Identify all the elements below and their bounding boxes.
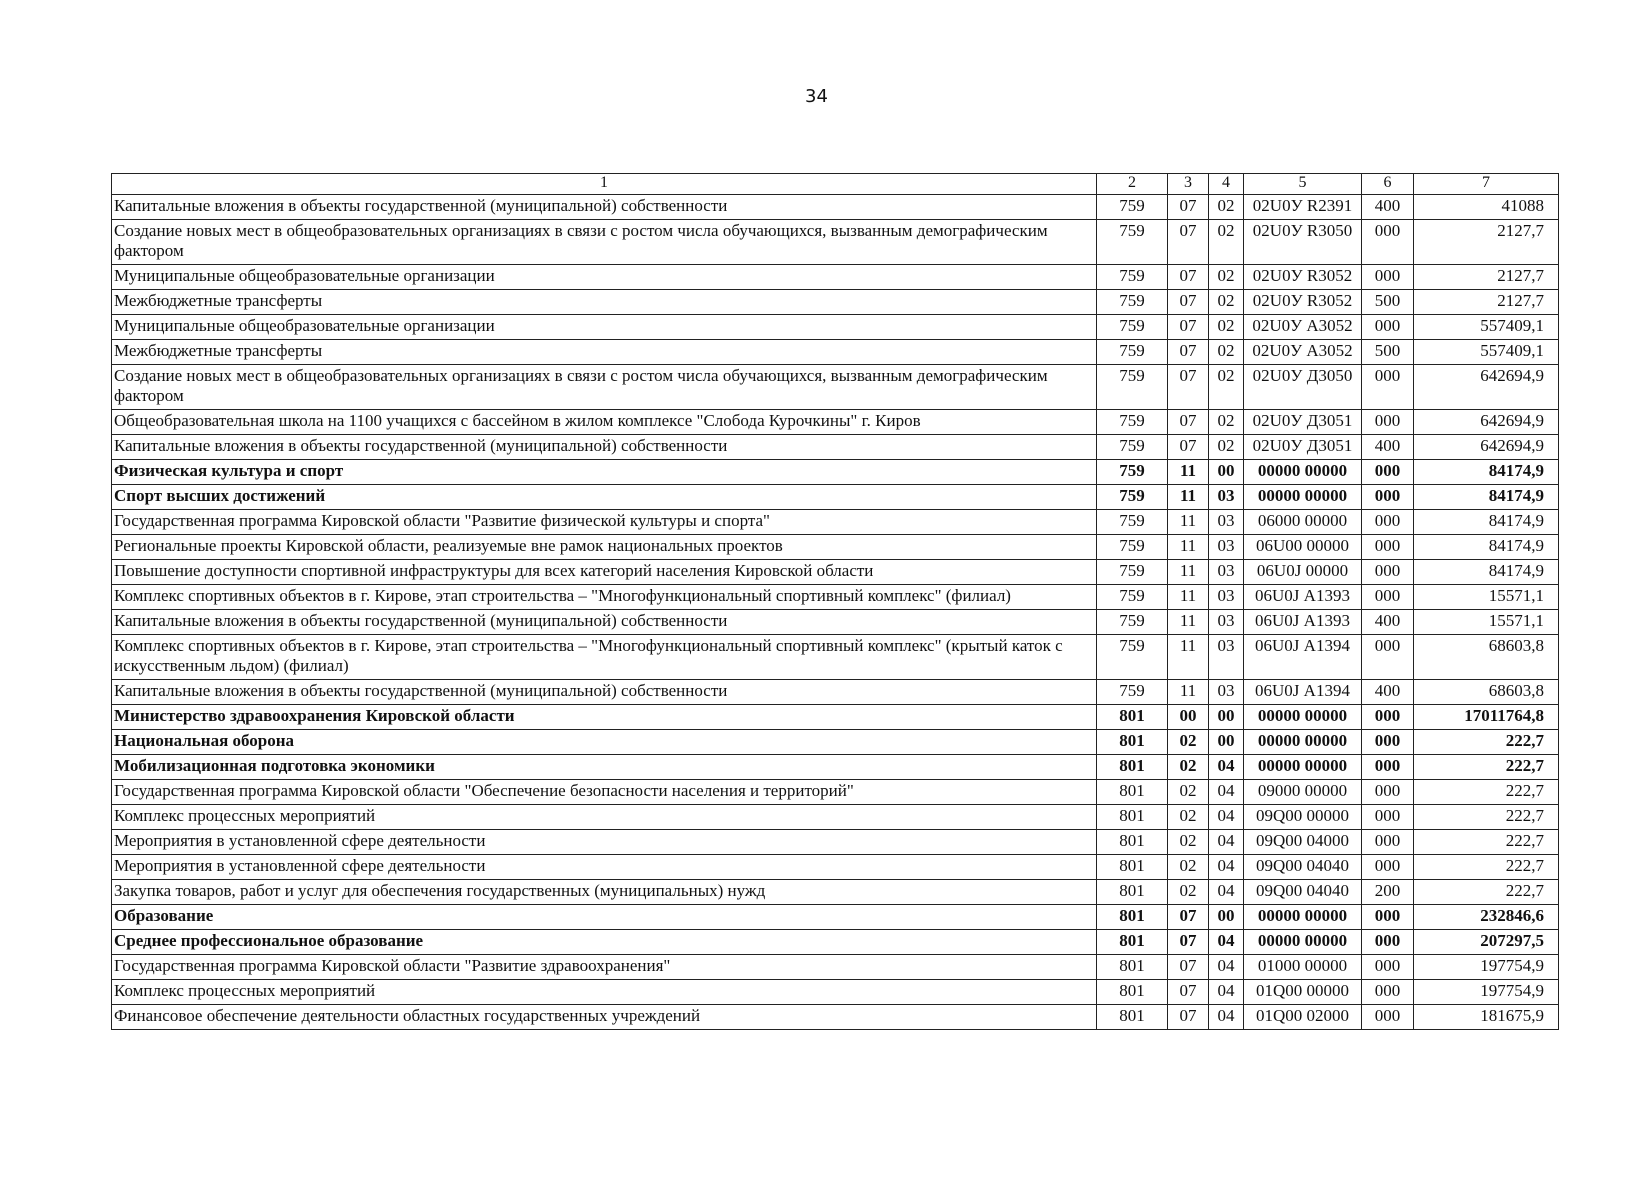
ved-code-cell: 759 [1097, 340, 1168, 365]
section-code-cell: 07 [1168, 905, 1209, 930]
ved-code-cell: 801 [1097, 980, 1168, 1005]
amount-cell: 84174,9 [1414, 560, 1559, 585]
table-row [112, 830, 1559, 855]
amount-cell: 197754,9 [1414, 955, 1559, 980]
subsection-code-cell: 03 [1209, 610, 1244, 635]
table-row [112, 365, 1559, 410]
expense-type-cell: 500 [1362, 290, 1414, 315]
ved-code-cell: 801 [1097, 905, 1168, 930]
expense-type-cell: 000 [1362, 635, 1414, 680]
expense-type-cell: 000 [1362, 705, 1414, 730]
subsection-code-cell: 04 [1209, 955, 1244, 980]
expense-type-cell: 000 [1362, 410, 1414, 435]
amount-cell: 15571,1 [1414, 585, 1559, 610]
subsection-code-cell: 00 [1209, 460, 1244, 485]
amount-cell: 197754,9 [1414, 980, 1559, 1005]
section-code-cell: 11 [1168, 585, 1209, 610]
expense-type-cell: 000 [1362, 510, 1414, 535]
section-code-cell: 11 [1168, 560, 1209, 585]
section-code-cell: 07 [1168, 315, 1209, 340]
subsection-code-cell: 00 [1209, 705, 1244, 730]
target-article-cell: 02U0У R2391 [1244, 195, 1362, 220]
ved-code-cell: 759 [1097, 610, 1168, 635]
row-name-cell: Общеобразовательная школа на 1100 учащихся с бассейном в жилом комплексе "Слобода Курочкины" г. Киров [112, 410, 1097, 435]
amount-cell: 222,7 [1414, 805, 1559, 830]
table-row [112, 290, 1559, 315]
table-row [112, 585, 1559, 610]
target-article-cell: 01Q00 00000 [1244, 980, 1362, 1005]
section-code-cell: 11 [1168, 610, 1209, 635]
subsection-code-cell: 02 [1209, 195, 1244, 220]
table-header-row [112, 174, 1559, 195]
subsection-code-cell: 03 [1209, 510, 1244, 535]
section-code-cell: 02 [1168, 855, 1209, 880]
target-article-cell: 02U0У R3050 [1244, 220, 1362, 265]
expense-type-cell: 400 [1362, 610, 1414, 635]
header-cell: 2 [1097, 174, 1168, 195]
row-name-cell: Мобилизационная подготовка экономики [112, 755, 1097, 780]
section-code-cell: 02 [1168, 780, 1209, 805]
target-article-cell: 00000 00000 [1244, 485, 1362, 510]
subsection-code-cell: 04 [1209, 855, 1244, 880]
row-name-cell: Комплекс процессных мероприятий [112, 805, 1097, 830]
subsection-code-cell: 04 [1209, 980, 1244, 1005]
ved-code-cell: 759 [1097, 365, 1168, 410]
header-cell: 1 [112, 174, 1097, 195]
table-row [112, 955, 1559, 980]
ved-code-cell: 759 [1097, 510, 1168, 535]
row-name-cell: Региональные проекты Кировской области, реализуемые вне рамок национальных проектов [112, 535, 1097, 560]
row-name-cell: Капитальные вложения в объекты государственной (муниципальной) собственности [112, 435, 1097, 460]
subsection-code-cell: 04 [1209, 880, 1244, 905]
expense-type-cell: 000 [1362, 535, 1414, 560]
row-name-cell: Государственная программа Кировской области "Развитие физической культуры и спорта" [112, 510, 1097, 535]
table-row [112, 610, 1559, 635]
table-row [112, 905, 1559, 930]
section-code-cell: 11 [1168, 680, 1209, 705]
amount-cell: 557409,1 [1414, 315, 1559, 340]
section-code-cell: 07 [1168, 930, 1209, 955]
row-name-cell: Финансовое обеспечение деятельности областных государственных учреждений [112, 1005, 1097, 1030]
amount-cell: 232846,6 [1414, 905, 1559, 930]
section-code-cell: 07 [1168, 365, 1209, 410]
target-article-cell: 00000 00000 [1244, 705, 1362, 730]
table-row [112, 855, 1559, 880]
row-name-cell: Государственная программа Кировской области "Развитие здравоохранения" [112, 955, 1097, 980]
expense-type-cell: 000 [1362, 930, 1414, 955]
page-number: 34 [805, 86, 828, 107]
amount-cell: 642694,9 [1414, 435, 1559, 460]
expense-type-cell: 000 [1362, 780, 1414, 805]
ved-code-cell: 759 [1097, 195, 1168, 220]
table-row [112, 635, 1559, 680]
section-code-cell: 11 [1168, 535, 1209, 560]
expense-type-cell: 000 [1362, 980, 1414, 1005]
row-name-cell: Комплекс спортивных объектов в г. Кирове, этап строительства – "Многофункциональный спортивный комплекс" (крытый каток с искусственным льдом) (филиал) [112, 635, 1097, 680]
ved-code-cell: 759 [1097, 460, 1168, 485]
expense-type-cell: 000 [1362, 905, 1414, 930]
subsection-code-cell: 04 [1209, 755, 1244, 780]
section-code-cell: 00 [1168, 705, 1209, 730]
subsection-code-cell: 02 [1209, 410, 1244, 435]
amount-cell: 84174,9 [1414, 485, 1559, 510]
table-row [112, 340, 1559, 365]
row-name-cell: Капитальные вложения в объекты государственной (муниципальной) собственности [112, 195, 1097, 220]
row-name-cell: Создание новых мест в общеобразовательных организациях в связи с ростом числа обучающихся, вызванным демографическим фактором [112, 365, 1097, 410]
ved-code-cell: 801 [1097, 855, 1168, 880]
ved-code-cell: 759 [1097, 290, 1168, 315]
amount-cell: 84174,9 [1414, 535, 1559, 560]
header-cell: 4 [1209, 174, 1244, 195]
table-row [112, 680, 1559, 705]
subsection-code-cell: 03 [1209, 635, 1244, 680]
amount-cell: 222,7 [1414, 730, 1559, 755]
target-article-cell: 02U0У R3052 [1244, 265, 1362, 290]
header-cell: 6 [1362, 174, 1414, 195]
subsection-code-cell: 02 [1209, 220, 1244, 265]
row-name-cell: Межбюджетные трансферты [112, 340, 1097, 365]
table-row [112, 755, 1559, 780]
amount-cell: 15571,1 [1414, 610, 1559, 635]
subsection-code-cell: 04 [1209, 780, 1244, 805]
ved-code-cell: 759 [1097, 315, 1168, 340]
row-name-cell: Закупка товаров, работ и услуг для обеспечения государственных (муниципальных) нужд [112, 880, 1097, 905]
table-row [112, 510, 1559, 535]
amount-cell: 222,7 [1414, 830, 1559, 855]
ved-code-cell: 759 [1097, 585, 1168, 610]
budget-table [111, 173, 1559, 1030]
ved-code-cell: 759 [1097, 485, 1168, 510]
amount-cell: 557409,1 [1414, 340, 1559, 365]
expense-type-cell: 500 [1362, 340, 1414, 365]
table-row [112, 980, 1559, 1005]
ved-code-cell: 759 [1097, 535, 1168, 560]
ved-code-cell: 759 [1097, 560, 1168, 585]
table-row [112, 805, 1559, 830]
ved-code-cell: 759 [1097, 635, 1168, 680]
amount-cell: 68603,8 [1414, 635, 1559, 680]
target-article-cell: 06000 00000 [1244, 510, 1362, 535]
target-article-cell: 02U0У Д3050 [1244, 365, 1362, 410]
amount-cell: 68603,8 [1414, 680, 1559, 705]
ved-code-cell: 801 [1097, 830, 1168, 855]
expense-type-cell: 000 [1362, 730, 1414, 755]
expense-type-cell: 000 [1362, 755, 1414, 780]
target-article-cell: 00000 00000 [1244, 730, 1362, 755]
table-row [112, 1005, 1559, 1030]
ved-code-cell: 801 [1097, 780, 1168, 805]
ved-code-cell: 801 [1097, 880, 1168, 905]
subsection-code-cell: 03 [1209, 585, 1244, 610]
row-name-cell: Государственная программа Кировской области "Обеспечение безопасности населения и территорий" [112, 780, 1097, 805]
target-article-cell: 00000 00000 [1244, 905, 1362, 930]
amount-cell: 2127,7 [1414, 290, 1559, 315]
section-code-cell: 02 [1168, 880, 1209, 905]
amount-cell: 41088 [1414, 195, 1559, 220]
expense-type-cell: 400 [1362, 435, 1414, 460]
ved-code-cell: 759 [1097, 220, 1168, 265]
target-article-cell: 06U00 00000 [1244, 535, 1362, 560]
row-name-cell: Спорт высших достижений [112, 485, 1097, 510]
section-code-cell: 02 [1168, 805, 1209, 830]
row-name-cell: Мероприятия в установленной сфере деятельности [112, 830, 1097, 855]
target-article-cell: 02U0У А3052 [1244, 340, 1362, 365]
section-code-cell: 02 [1168, 730, 1209, 755]
section-code-cell: 07 [1168, 980, 1209, 1005]
ved-code-cell: 801 [1097, 755, 1168, 780]
row-name-cell: Капитальные вложения в объекты государственной (муниципальной) собственности [112, 610, 1097, 635]
section-code-cell: 11 [1168, 460, 1209, 485]
row-name-cell: Комплекс спортивных объектов в г. Кирове, этап строительства – "Многофункциональный спортивный комплекс" (филиал) [112, 585, 1097, 610]
expense-type-cell: 000 [1362, 805, 1414, 830]
ved-code-cell: 801 [1097, 1005, 1168, 1030]
subsection-code-cell: 00 [1209, 905, 1244, 930]
expense-type-cell: 000 [1362, 855, 1414, 880]
expense-type-cell: 000 [1362, 560, 1414, 585]
ved-code-cell: 759 [1097, 410, 1168, 435]
target-article-cell: 02U0У R3052 [1244, 290, 1362, 315]
expense-type-cell: 000 [1362, 955, 1414, 980]
expense-type-cell: 400 [1362, 680, 1414, 705]
expense-type-cell: 400 [1362, 195, 1414, 220]
subsection-code-cell: 04 [1209, 830, 1244, 855]
expense-type-cell: 000 [1362, 315, 1414, 340]
expense-type-cell: 000 [1362, 485, 1414, 510]
subsection-code-cell: 02 [1209, 265, 1244, 290]
amount-cell: 222,7 [1414, 855, 1559, 880]
target-article-cell: 02U0У Д3051 [1244, 410, 1362, 435]
table-row [112, 460, 1559, 485]
table-row [112, 265, 1559, 290]
row-name-cell: Повышение доступности спортивной инфраструктуры для всех категорий населения Кировской области [112, 560, 1097, 585]
section-code-cell: 07 [1168, 1005, 1209, 1030]
target-article-cell: 00000 00000 [1244, 460, 1362, 485]
target-article-cell: 06U0J А1394 [1244, 680, 1362, 705]
section-code-cell: 11 [1168, 485, 1209, 510]
header-cell: 5 [1244, 174, 1362, 195]
subsection-code-cell: 03 [1209, 680, 1244, 705]
row-name-cell: Создание новых мест в общеобразовательных организациях в связи с ростом числа обучающихся, вызванным демографическим фактором [112, 220, 1097, 265]
target-article-cell: 09Q00 04040 [1244, 855, 1362, 880]
ved-code-cell: 801 [1097, 955, 1168, 980]
target-article-cell: 01Q00 02000 [1244, 1005, 1362, 1030]
row-name-cell: Образование [112, 905, 1097, 930]
subsection-code-cell: 02 [1209, 290, 1244, 315]
table-row [112, 315, 1559, 340]
target-article-cell: 06U0J А1393 [1244, 610, 1362, 635]
amount-cell: 222,7 [1414, 780, 1559, 805]
target-article-cell: 02U0У А3052 [1244, 315, 1362, 340]
target-article-cell: 00000 00000 [1244, 755, 1362, 780]
section-code-cell: 11 [1168, 635, 1209, 680]
section-code-cell: 07 [1168, 195, 1209, 220]
target-article-cell: 09000 00000 [1244, 780, 1362, 805]
table-row [112, 485, 1559, 510]
amount-cell: 84174,9 [1414, 460, 1559, 485]
amount-cell: 17011764,8 [1414, 705, 1559, 730]
row-name-cell: Мероприятия в установленной сфере деятельности [112, 855, 1097, 880]
table-row [112, 880, 1559, 905]
target-article-cell: 06U0J А1393 [1244, 585, 1362, 610]
header-cell: 7 [1414, 174, 1559, 195]
subsection-code-cell: 02 [1209, 315, 1244, 340]
amount-cell: 2127,7 [1414, 220, 1559, 265]
target-article-cell: 00000 00000 [1244, 930, 1362, 955]
subsection-code-cell: 04 [1209, 930, 1244, 955]
subsection-code-cell: 04 [1209, 1005, 1244, 1030]
subsection-code-cell: 02 [1209, 365, 1244, 410]
target-article-cell: 09Q00 04000 [1244, 830, 1362, 855]
expense-type-cell: 000 [1362, 460, 1414, 485]
row-name-cell: Муниципальные общеобразовательные организации [112, 315, 1097, 340]
section-code-cell: 07 [1168, 220, 1209, 265]
expense-type-cell: 000 [1362, 265, 1414, 290]
row-name-cell: Физическая культура и спорт [112, 460, 1097, 485]
section-code-cell: 07 [1168, 265, 1209, 290]
table-row [112, 220, 1559, 265]
section-code-cell: 07 [1168, 340, 1209, 365]
target-article-cell: 06U0J 00000 [1244, 560, 1362, 585]
table-row [112, 195, 1559, 220]
ved-code-cell: 759 [1097, 265, 1168, 290]
expense-type-cell: 000 [1362, 365, 1414, 410]
section-code-cell: 07 [1168, 410, 1209, 435]
amount-cell: 181675,9 [1414, 1005, 1559, 1030]
table-body [112, 174, 1559, 1030]
row-name-cell: Министерство здравоохранения Кировской области [112, 705, 1097, 730]
amount-cell: 642694,9 [1414, 365, 1559, 410]
subsection-code-cell: 03 [1209, 560, 1244, 585]
amount-cell: 84174,9 [1414, 510, 1559, 535]
subsection-code-cell: 00 [1209, 730, 1244, 755]
section-code-cell: 07 [1168, 435, 1209, 460]
row-name-cell: Среднее профессиональное образование [112, 930, 1097, 955]
header-cell: 3 [1168, 174, 1209, 195]
expense-type-cell: 000 [1362, 585, 1414, 610]
target-article-cell: 01000 00000 [1244, 955, 1362, 980]
row-name-cell: Национальная оборона [112, 730, 1097, 755]
table-row [112, 435, 1559, 460]
amount-cell: 2127,7 [1414, 265, 1559, 290]
section-code-cell: 02 [1168, 755, 1209, 780]
target-article-cell: 09Q00 04040 [1244, 880, 1362, 905]
table-row [112, 560, 1559, 585]
section-code-cell: 11 [1168, 510, 1209, 535]
amount-cell: 207297,5 [1414, 930, 1559, 955]
table-row [112, 705, 1559, 730]
row-name-cell: Муниципальные общеобразовательные организации [112, 265, 1097, 290]
ved-code-cell: 759 [1097, 680, 1168, 705]
ved-code-cell: 801 [1097, 805, 1168, 830]
section-code-cell: 02 [1168, 830, 1209, 855]
ved-code-cell: 759 [1097, 435, 1168, 460]
target-article-cell: 02U0У Д3051 [1244, 435, 1362, 460]
table-row [112, 930, 1559, 955]
expense-type-cell: 000 [1362, 220, 1414, 265]
amount-cell: 642694,9 [1414, 410, 1559, 435]
row-name-cell: Комплекс процессных мероприятий [112, 980, 1097, 1005]
table-row [112, 535, 1559, 560]
expense-type-cell: 000 [1362, 1005, 1414, 1030]
amount-cell: 222,7 [1414, 880, 1559, 905]
ved-code-cell: 801 [1097, 930, 1168, 955]
subsection-code-cell: 03 [1209, 485, 1244, 510]
subsection-code-cell: 04 [1209, 805, 1244, 830]
table-row [112, 730, 1559, 755]
section-code-cell: 07 [1168, 290, 1209, 315]
target-article-cell: 06U0J А1394 [1244, 635, 1362, 680]
target-article-cell: 09Q00 00000 [1244, 805, 1362, 830]
row-name-cell: Капитальные вложения в объекты государственной (муниципальной) собственности [112, 680, 1097, 705]
subsection-code-cell: 02 [1209, 340, 1244, 365]
subsection-code-cell: 02 [1209, 435, 1244, 460]
table-row [112, 780, 1559, 805]
expense-type-cell: 000 [1362, 830, 1414, 855]
expense-type-cell: 200 [1362, 880, 1414, 905]
table-row [112, 410, 1559, 435]
section-code-cell: 07 [1168, 955, 1209, 980]
ved-code-cell: 801 [1097, 730, 1168, 755]
amount-cell: 222,7 [1414, 755, 1559, 780]
row-name-cell: Межбюджетные трансферты [112, 290, 1097, 315]
ved-code-cell: 801 [1097, 705, 1168, 730]
subsection-code-cell: 03 [1209, 535, 1244, 560]
